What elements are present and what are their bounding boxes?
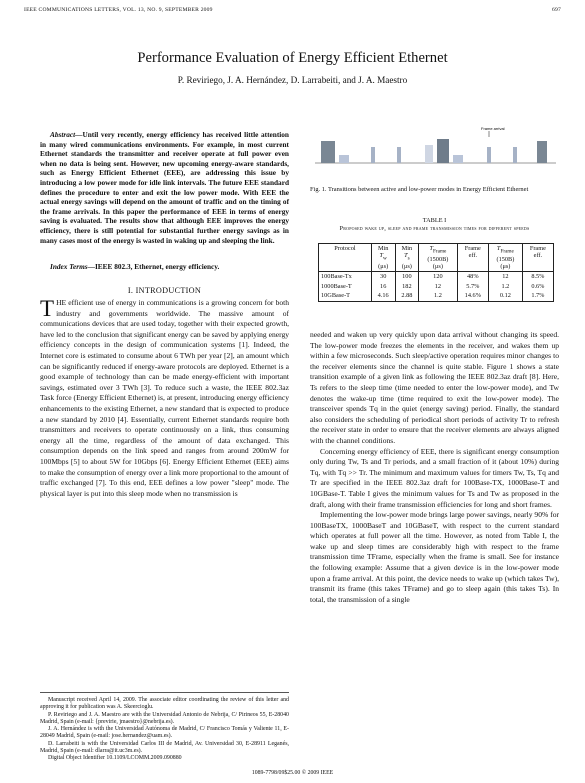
footnote-3: J. A. Hernández is with the Universidad Autónoma de Madrid, C/ Francisco Tomás y Valiente 11, E-28049 Madrid, Spain (e-mail: jose.hernandez@uam.es). [40, 726, 289, 740]
table-cell: 4.16 [371, 291, 395, 301]
table-title: Proposed wake up, sleep and frame transmission times for different speeds [339, 225, 530, 232]
section-heading: I. INTRODUCTION [127, 286, 202, 295]
table-cell: 12 [419, 282, 457, 291]
paper-title: Performance Evaluation of Energy Efficient Ethernet [137, 50, 448, 66]
journal-header: IEEE COMMUNICATIONS LETTERS, VOL. 13, NO. 9, SEPTEMBER 2009 [24, 7, 213, 13]
body-paragraph-1: needed and waken up very quickly upon data arrival without changing its speed. The low-power mode freezes the elements in the receiver, and wakes them up within a few microseconds. Such sleep/active operation requires minor changes to the receiver elements since the channel is quite stable. Figure 1 shows a state transition example of a given link as following the IEEE 802.3az draft [8]. Here, Ts refers to the sleep time (time needed to enter the low-power mode), and Tw denotes the wake-up time (time required to exit the low-power mode). The transceiver spends Tq in the quiet (energy saving) period. Finally, the standard also considers the scheduling of periodical short periods of activity Tr to refresh the receiver state in order to ensure that the receiver elements are always aligned with the channel conditions. [310, 330, 559, 445]
table-row [319, 272, 554, 282]
table-cell: 8.5% [522, 272, 553, 282]
figure-1-state-transitions [313, 125, 558, 180]
table-cell: 1.2 [489, 282, 523, 291]
th-protocol: Protocol [319, 244, 372, 272]
table-cell: 16 [371, 282, 395, 291]
table-cell: 5.7% [457, 282, 488, 291]
index-terms-lead: Index Terms [50, 262, 88, 271]
table-cell: 100Base-Tx [319, 272, 372, 282]
figure-caption: Fig. 1. Transitions between active and low-power modes in Energy Efficient Ethernet [310, 186, 529, 193]
table-cell: 0.6% [522, 282, 553, 291]
body-paragraph-3: Implementing the low-power mode brings large power savings, nearly 90% for 100BaseTX, 1000BaseT and 10GBaseT, with respect to the current standard which operates at full power all the time. However, as noted from Table I, the wake up and sleep times are considerably high with respect to the frame transmission time TFrame, especially when the frame is small. See for instance the following example: Assume that a given device is in the low-power mode upon a frame arrival. At this point, the device needs to wake up (which takes Tw), transmit its frame (this takes TFrame) and go to sleep again (this takes Ts). In total, the transmission of a single [310, 510, 559, 604]
index-terms-text: —IEEE 802.3, Ethernet, energy efficiency. [87, 262, 220, 271]
footnote-1: Manuscript received April 14, 2009. The associate editor coordinating the review of this letter and approving it for publication was A. Skeercioglu. [40, 697, 289, 711]
copyright-footer: 1089-7798/09$25.00 © 2009 IEEE [251, 770, 334, 776]
index-terms [40, 262, 289, 272]
th-min-ts: Min $T_s$ (μs) [395, 244, 419, 272]
table-number: TABLE I [422, 217, 447, 224]
table-cell: 0.12 [489, 291, 523, 301]
th-frame-eff-2: Frame eff. [522, 244, 553, 272]
body-paragraph-2: Concerning energy efficiency of EEE, there is significant energy consumption only during Tw, Ts and Tr periods, and a small fraction of it (about 10%) during Tq, with Tq >> Tr. The minimum and maximum values for timers Tw, Ts, Tq and Tr are specified in the IEEE 802.3az draft for 100Base-TX, 1000Base-T and 10GBase-T. Table I gives the minimum values for Ts and Tw as proposed in the draft, along with their frame transmission efficiencies for long and short frames. [310, 446, 559, 509]
table-cell: 10GBase-T [319, 291, 372, 301]
table-header-row [319, 244, 554, 272]
table-cell: 14.6% [457, 291, 488, 301]
intro-paragraph: HE efficient use of energy in communications is a growing concern for both industry and governments worldwide. The massive amount of communications devices that are used today, together with their expected growth, have led to the conclusion that significant energy can be saved by applying energy efficiency concepts in the design of communication systems [1]. Indeed, the Internet core is estimated to consume about 6 TWh per year [2], an amount which can be significantly reduced if energy-aware protocols are deployed. Ethernet is a good example of technology than can be made energy-efficient with important savings, estimated over 3 TWh [3]. To reduce such a waste, the IEEE 802.3az Task force (Energy Efficient Ethernet) is, at present, introducing energy efficiency enhancements to the existing Ethernet, a new standard that is expected to produce a new standard by 2010 [4]. Essentially, current Ethernet standards require both transmitters and receivers to operate continuously on a link, thus consuming energy all the time, regardless of the amount of data exchanged. This consumption depends on the link speed and ranges from around 200mW for 100Mbps [5] to about 5W for 10Gbps [6]. Energy Efficient Ethernet (EEE) aims to make the consumption of energy over a link more proportional to the amount of traffic exchanged [7]. To this end, EEE defines a low power "sleep" mode. The physical layer is put into this sleep mode when no transmission is [40, 298, 289, 498]
table-row [319, 291, 554, 301]
th-tframe-150: $T_{Frame}$ (150B) (μs) [489, 244, 523, 272]
footnote-4: D. Larrabeiti is with the Universidad Carlos III de Madrid, Av. Universidad 30, E-28911 Leganés, Madrid, Spain (e-mail: dlarra@it.uc3m.es). [40, 740, 289, 755]
page-number: 697 [552, 7, 561, 13]
refresh-block-4 [513, 147, 517, 163]
table-caption [310, 217, 559, 233]
table-cell: 2.88 [395, 291, 419, 301]
refresh-block-3 [487, 147, 491, 163]
table-cell: 1.2 [419, 291, 457, 301]
th-tframe-1500: $T_{Frame}$ (1500B) (μs) [419, 244, 457, 272]
table-cell: 12 [489, 272, 523, 282]
paper-authors: P. Reviriego, J. A. Hernández, D. Larrabeiti, and J. A. Maestro [177, 75, 408, 85]
sleep-block-1 [339, 155, 349, 163]
th-min-tw: Min $T_w$ (μs) [371, 244, 395, 272]
table-cell: 1.7% [522, 291, 553, 301]
table-cell: 48% [457, 272, 488, 282]
drop-cap: T [40, 296, 55, 321]
sleep-block-2 [453, 155, 463, 163]
footnotes [40, 692, 289, 763]
body-text-right [310, 330, 559, 605]
abstract [40, 130, 289, 245]
table-cell: 182 [395, 282, 419, 291]
timing-table [318, 243, 554, 302]
abstract-text: —Until very recently, energy efficiency has received little attention in many wired communications environments. For example, in most current Ethernet standards the transmitter and receiver operate at full power even when no data is being sent. However, new upcoming energy-aware standards, such as Energy Efficient Ethernet (EEE), are addressing this issue by introducing a low power mode for idle link intervals. The future EEE standard defines the procedure to enter and exit the low power mode. With EEE the actual energy savings will depend on the amount of traffic and on the timing of the frame arrivals. In this paper the performance of EEE in terms of energy saving is evaluated. The results show that although EEE improves the energy efficiency, there is still potential for substantial further energy savings as in many cases most of the energy is wasted in waking up and sleeping the link. [40, 130, 289, 245]
intro-text [40, 298, 289, 499]
active-block-3 [537, 141, 547, 163]
table-cell: 100 [395, 272, 419, 282]
active-block-2 [437, 139, 449, 163]
wake-block [425, 145, 433, 163]
refresh-block-1 [371, 147, 375, 163]
footnote-5: Digital Object Identifier 10.1109/LCOMM.2009.090880 [48, 755, 182, 762]
table-cell: 30 [371, 272, 395, 282]
table-cell: 1000Base-T [319, 282, 372, 291]
th-frame-eff-1: Frame eff. [457, 244, 488, 272]
active-block-1 [321, 141, 335, 163]
table-cell: 120 [419, 272, 457, 282]
running-header [24, 7, 561, 13]
table-row [319, 282, 554, 291]
refresh-block-2 [397, 147, 401, 163]
abstract-lead: Abstract [50, 130, 76, 139]
frame-arrival-label: Frame arrival [481, 126, 505, 131]
footnote-2: P. Reviriego and J. A. Maestro are with the Universidad Antonio de Nebrija, C/ Pirineos 55, E-28040 Madrid, Spain (e-mail: {previrie, jmaestro}@nebrija.es). [40, 711, 289, 725]
